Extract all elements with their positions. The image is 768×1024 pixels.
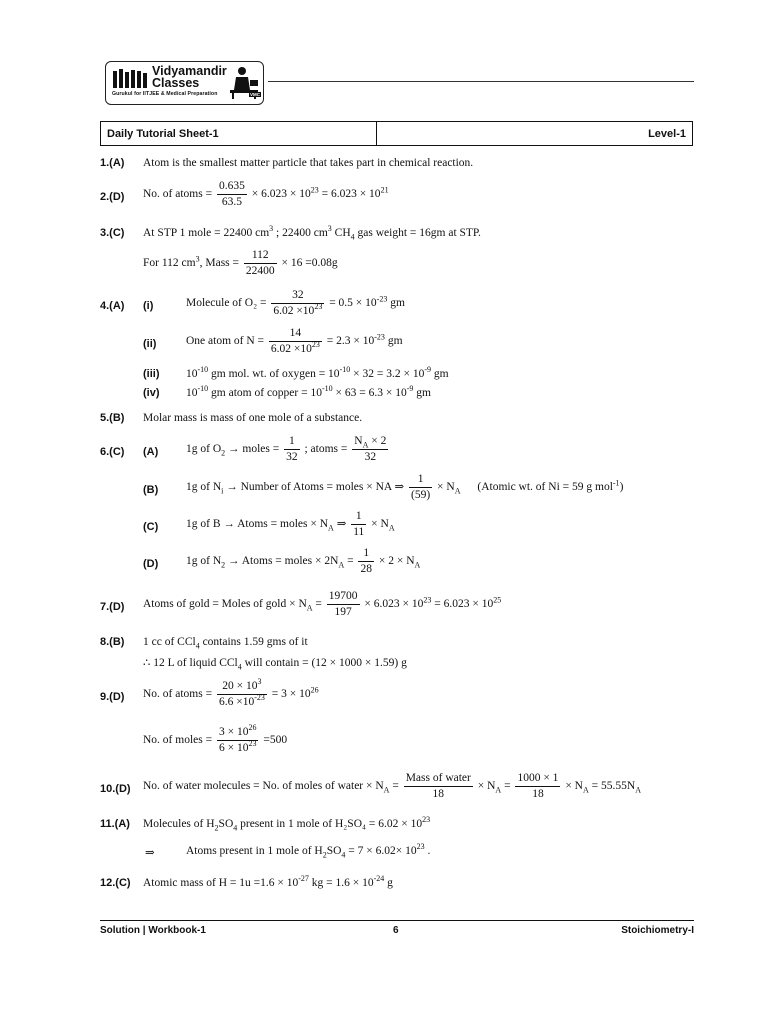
logo-badge: VMC bbox=[250, 92, 260, 97]
q1-text: Atom is the smallest matter particle that takes part in chemical reaction. bbox=[143, 157, 474, 169]
q3-line-1: At STP 1 mole = 22400 $cm^3$ ; 22400 $cm^3$ $CH_4$ gas weight = 16gm at STP. bbox=[143, 224, 481, 242]
sheet-level: Level-1 bbox=[648, 128, 686, 140]
q9-number: 9.(D) bbox=[100, 691, 125, 703]
q4-iii-text: $10^{-10}$ gm mol. wt. of oxygen = $10^{-10} \times 32 = 3.2 \times 10^{-9}$ gm bbox=[186, 365, 449, 380]
q6-a-equation: 1g of $O_2$ → moles = $\frac{1}{32}$ ; atoms = $\frac{N_A \times 2}{32}$ bbox=[186, 435, 387, 463]
q5-number: 5.(B) bbox=[100, 412, 125, 424]
q6-number: 6.(C) bbox=[100, 446, 125, 458]
fraction: $\frac{\text{Mass of water}}{18}$ bbox=[405, 772, 471, 800]
fraction: $\frac{1}{11}$ bbox=[353, 510, 365, 538]
logo-name: Vidyamandir Classes bbox=[152, 64, 227, 90]
q6-d-label: (D) bbox=[143, 558, 159, 570]
fraction: $\frac{1000 \times 1}{18}$ bbox=[517, 772, 559, 800]
fraction: $\frac{0.635}{63.5}$ bbox=[218, 180, 245, 208]
q6-c-equation: 1g of B → Atoms = moles × $N_A$ ⇒ $\frac{1}{11}$ × $N_A$ bbox=[186, 510, 395, 538]
fraction: $\frac{3 \times 10^{26}}{6 \times 10^{23}}$ bbox=[218, 723, 257, 754]
logo-tagline: Gurukul for IITJEE & Medical Preparation bbox=[112, 91, 218, 97]
logo bbox=[105, 61, 264, 105]
q6-a-label: (A) bbox=[143, 446, 159, 458]
q11-number: 11.(A) bbox=[100, 818, 130, 830]
fraction: $\frac{19700}{197}$ bbox=[328, 590, 358, 618]
q4-ii-label: (ii) bbox=[143, 338, 157, 350]
sheet-title: Daily Tutorial Sheet-1 bbox=[107, 128, 219, 140]
q2-equation: No. of atoms = $\frac{0.635}{63.5}$ × $6.023 \times 10^{23} = 6.023 \times 10^{21}$ bbox=[143, 180, 389, 208]
q4-iv-text: $10^{-10}$ gm atom of copper = $10^{-10} \times 63 = 6.3 \times 10^{-9}$ gm bbox=[186, 384, 431, 399]
q4-number: 4.(A) bbox=[100, 300, 125, 312]
q6-c-label: (C) bbox=[143, 521, 159, 533]
q7-equation: Atoms of gold = Moles of gold × $N_A$ = $\frac{19700}{197}$ × $6.023 \times 10^{23} = 6.023 \times 10^{25}$ bbox=[143, 590, 502, 618]
q8-line-1: 1 cc of CCl$_4$ contains 1.59 gms of it bbox=[143, 636, 308, 651]
footer-left: Solution | Workbook-1 bbox=[100, 925, 206, 936]
fraction: $\frac{20 \times 10^3}{6.6 \times 10^{-23}}$ bbox=[218, 677, 265, 708]
q5-text: Molar mass is mass of one mole of a substance. bbox=[143, 412, 363, 424]
q7-number: 7.(D) bbox=[100, 601, 125, 613]
q4-iv-label: (iv) bbox=[143, 387, 160, 399]
q8-number: 8.(B) bbox=[100, 636, 125, 648]
q4-i-equation: Molecule of O₂ = $\frac{32}{6.02 \times 10^{23}}$ = $0.5 \times 10^{-23}$ gm bbox=[186, 289, 405, 317]
q11-line-2: Atoms present in 1 mole of $H_2SO_4 = 7 \times 6.02\times 10^{23}$ . bbox=[186, 842, 431, 860]
fraction: $\frac{112}{22400}$ bbox=[245, 249, 275, 277]
q11-line-1: Molecules of $H_2SO_4$ present in 1 mole of $H_2SO_4 = 6.02 \times 10^{23}$ bbox=[143, 815, 431, 833]
title-bar bbox=[100, 121, 693, 146]
q8-line-2: ∴ 12 L of liquid CCl$_4$ will contain = (12 × 1000 × 1.59) g bbox=[143, 657, 407, 672]
q12-number: 12.(C) bbox=[100, 877, 131, 889]
footer-right: Stoichiometry-I bbox=[621, 925, 694, 936]
fraction: $\frac{N_A \times 2}{32}$ bbox=[354, 435, 387, 463]
q9-line-1: No. of atoms = $\frac{20 \times 10^3}{6.6 \times 10^{-23}}$ = $3 \times 10^{26}$ bbox=[143, 677, 319, 708]
page-number: 6 bbox=[393, 925, 399, 936]
q4-ii-equation: One atom of N = $\frac{14}{6.02 \times 10^{23}}$ = $2.3 \times 10^{-23}$ gm bbox=[186, 327, 403, 355]
q12-text: Atomic mass of $H = 1u =1.6 \times 10^{-27}$ kg = $1.6 \times 10^{-24}$ g bbox=[143, 874, 393, 889]
footer-rule bbox=[100, 920, 694, 921]
q3-number: 3.(C) bbox=[100, 227, 125, 239]
q10-number: 10.(D) bbox=[100, 783, 131, 795]
fraction: $\frac{1}{32}$ bbox=[286, 435, 298, 463]
q4-iii-label: (iii) bbox=[143, 368, 160, 380]
title-bar-left-cell bbox=[101, 122, 377, 145]
q10-equation: No. of water molecules = No. of moles of water × $N_A$ = $\frac{\text{Mass of water}}{18}$ × $N_A$ = $\frac{1000 \times 1}{18}$ × $N_A = 55.55N_A$ bbox=[143, 772, 641, 800]
fraction: $\frac{1}{28}$ bbox=[360, 547, 372, 575]
q2-number: 2.(D) bbox=[100, 191, 125, 203]
books-icon bbox=[112, 68, 150, 90]
fraction: $\frac{32}{6.02 \times 10^{23}}$ bbox=[273, 289, 323, 317]
q6-b-label: (B) bbox=[143, 484, 159, 496]
q1-number: 1.(A) bbox=[100, 157, 125, 169]
q6-d-equation: 1g of $N_2$ → Atoms = moles × $2N_A$ = $\frac{1}{28}$ × $2 \times N_A$ bbox=[186, 547, 421, 575]
header-rule bbox=[268, 81, 694, 82]
fraction: $\frac{1}{(59)}$ bbox=[410, 473, 431, 501]
implies-arrow: ⇒ bbox=[145, 847, 155, 859]
q9-line-2: No. of moles = $\frac{3 \times 10^{26}}{6 \times 10^{23}}$ =500 bbox=[143, 723, 288, 754]
q4-i-label: (i) bbox=[143, 300, 154, 312]
fraction: $\frac{14}{6.02 \times 10^{23}}$ bbox=[270, 327, 320, 355]
q3-line-2: For 112 $cm^3$, Mass = $\frac{112}{22400}$ × 16 =0.08g bbox=[143, 249, 338, 277]
q6-b-equation: 1g of $N_i$ → Number of Atoms = moles × NA ⇒ $\frac{1}{(59)}$ × $N_A$ (Atomic wt. of Ni = 59 g mol$^{-1}$) bbox=[186, 473, 624, 501]
